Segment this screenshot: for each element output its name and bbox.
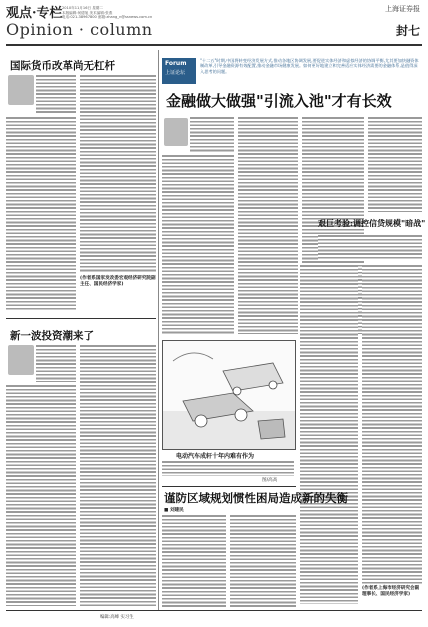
left2-intro-text <box>36 344 76 382</box>
masthead-rule <box>6 44 422 46</box>
left-col-b-text <box>80 74 156 272</box>
bottom-divider <box>162 486 296 487</box>
footer-label: 编辑:高峰 实习生 <box>100 615 134 620</box>
bottom-col1-text <box>162 514 226 608</box>
left2-col-b-text <box>80 344 156 606</box>
right-col-a-text <box>300 264 358 604</box>
forum-label-cn: 上证论坛 <box>165 70 186 76</box>
right-headline: 艰巨考验:调控信贷规模"暗战" <box>318 218 426 228</box>
bottom-headline: 谨防区域规划惯性困局造成新的失衡 <box>164 491 348 505</box>
bottom-byline: ■ 刘建民 <box>164 508 184 513</box>
footer-rule <box>6 610 422 611</box>
main-headline: 金融做大做强"引流入池"才有长效 <box>166 92 392 110</box>
cartoon-caption-title: 电动汽车成轩十年内难有作为 <box>176 453 255 460</box>
main-col4-text <box>368 116 422 212</box>
section-title: 观点·专栏 <box>6 6 63 21</box>
issue-date: 2010年11月16日 星期二 <box>62 6 103 10</box>
main-col2-text <box>238 116 298 334</box>
masthead-meta <box>62 6 212 20</box>
forum-intro: "十二五"时期,中国将转变经济发展方式,推动各地区协调发展,要促进实体经济和虚拟经济的协调平衡,尤其要加快融资体制改革,引导金融资源有效配置,推动金融市场健康发展。如何更好地建立和完善适应实体经济需要的金融体系,是值得深入思考的问题。 <box>200 58 419 74</box>
cartoon-illustration <box>163 341 295 449</box>
editor-line: 本版编辑:何德旭 美术编辑:张燕 <box>62 10 113 15</box>
author-photo <box>8 75 34 105</box>
cartoon-caption-text <box>162 460 294 476</box>
cartoon-frame <box>162 340 296 450</box>
section-title-en: Opinion · column <box>6 20 153 39</box>
right-end-note: (作者系上海市经济研究会副理事长、国民经济学家) <box>362 586 420 597</box>
forum-label-en: Forum <box>165 60 187 67</box>
right-col-b-text <box>362 264 422 584</box>
contact-line: 电话:021-38967800 邮箱:zhang_n@ssnews.com.cn <box>62 15 153 20</box>
left-headline-2: 新一波投资潮来了 <box>10 330 94 342</box>
cartoon-credit: 图/高高 <box>262 478 278 483</box>
newspaper-brand: 上海证券报 <box>385 5 420 13</box>
column-divider <box>158 50 159 610</box>
forum-badge <box>162 58 196 84</box>
left-footer-note: (作者系国家发改委宏观经济研究院副主任、国民经济学家) <box>80 276 156 287</box>
left-intro-text <box>36 74 76 114</box>
page-label: 封七 <box>395 24 420 38</box>
left-divider <box>6 318 156 319</box>
left2-col-a-text <box>6 384 76 606</box>
masthead <box>0 0 428 44</box>
bottom-col2-text <box>230 514 296 608</box>
right-intro-text <box>318 234 422 260</box>
left-headline-1: 国际货币改革尚无杠杆 <box>10 60 115 72</box>
author-photo-2 <box>8 345 34 375</box>
main-col1-text <box>162 154 234 334</box>
main-author-photo <box>164 118 188 146</box>
left-col-a-text <box>6 116 76 310</box>
main-col1-top-text <box>190 116 234 152</box>
